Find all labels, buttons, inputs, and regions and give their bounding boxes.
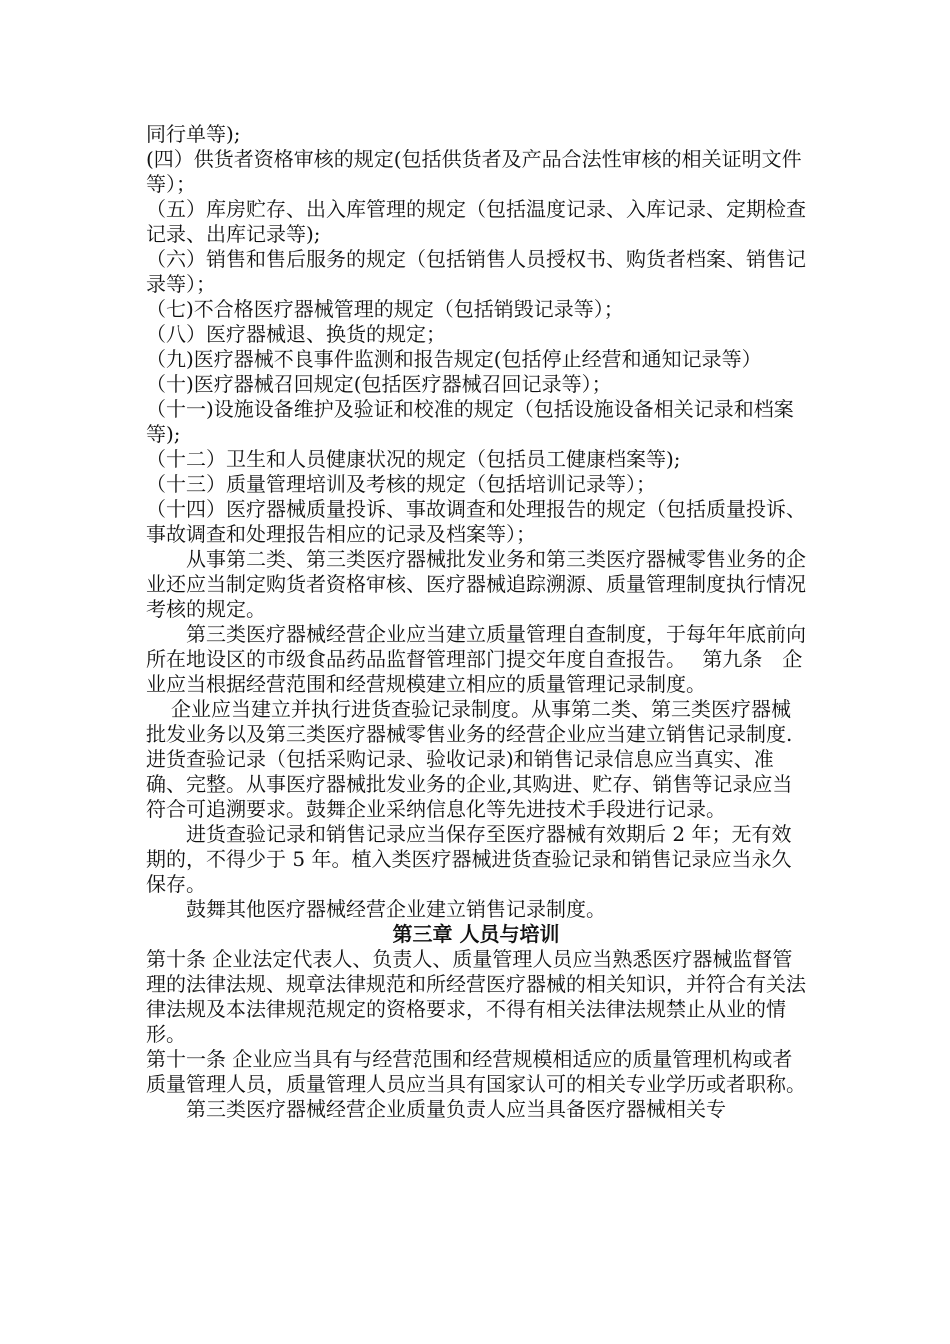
paragraph-14: 第三类医疗器械经营企业应当建立质量管理自查制度，于每年年底前向所在地设区的市级食品药品监督管理部门提交年度自查报告。 第九条 企业应当根据经营范围和经营规模建立相应的质量管理记录制度。 xyxy=(146,622,806,696)
paragraph-6: （八）医疗器械退、换货的规定； xyxy=(146,322,446,346)
paragraph-19: 第十一条 企业应当具有与经营范围和经营规模相适应的质量管理机构或者质量管理人员，质量管理人员应当具有国家认可的相关专业学历或者职称。 xyxy=(146,1047,806,1096)
paragraph-15: 企业应当建立并执行进货查验记录制度。从事第二类、第三类医疗器械批发业务以及第三类医疗器械零售业务的经营企业应当建立销售记录制度.进货查验记录（包括采购记录、验收记录)和销售记录信息应当真实、准确、完整。从事医疗器械批发业务的企业,其购进、贮存、销售等记录应当符合可追溯要求。鼓舞企业采纳信息化等先进技术手段进行记录。 xyxy=(146,697,793,821)
paragraph-20: 第三类医疗器械经营企业质量负责人应当具备医疗器械相关专 xyxy=(186,1097,726,1121)
paragraph-2: (四）供货者资格审核的规定(包括供货者及产品合法性审核的相关证明文件等）； xyxy=(146,147,802,196)
paragraph-11: （十三）质量管理培训及考核的规定（包括培训记录等）； xyxy=(146,472,656,496)
paragraph-12: （十四）医疗器械质量投诉、事故调查和处理报告的规定（包括质量投诉、事故调查和处理报告相应的记录及档案等）； xyxy=(146,497,806,546)
paragraph-17: 鼓舞其他医疗器械经营企业建立销售记录制度。 xyxy=(186,897,606,921)
document-body xyxy=(146,122,806,1122)
paragraph-4: （六）销售和售后服务的规定（包括销售人员授权书、购货者档案、销售记录等）； xyxy=(146,247,806,296)
paragraph-9: （十一)设施设备维护及验证和校准的规定（包括设施设备相关记录和档案等); xyxy=(146,397,794,446)
paragraph-8: （十)医疗器械召回规定(包括医疗器械召回记录等）； xyxy=(146,372,612,396)
paragraph-18: 第十条 企业法定代表人、负责人、质量管理人员应当熟悉医疗器械监督管理的法律法规、规章法律规范和所经营医疗器械的相关知识，并符合有关法律法规及本法律规范规定的资格要求，不得有相关法律法规禁止从业的情形。 xyxy=(146,947,806,1046)
paragraph-5: （七)不合格医疗器械管理的规定（包括销毁记录等）； xyxy=(146,297,624,321)
paragraph-1: 同行单等); xyxy=(146,122,241,146)
chapter-title: 第三章 人员与培训 xyxy=(392,922,560,946)
paragraph-16: 进货查验记录和销售记录应当保存至医疗器械有效期后 2 年；无有效期的，不得少于 5 年。植入类医疗器械进货查验记录和销售记录应当永久保存。 xyxy=(146,822,792,896)
paragraph-7: （九)医疗器械不良事件监测和报告规定(包括停止经营和通知记录等） xyxy=(146,347,762,371)
paragraph-3: （五）库房贮存、出入库管理的规定（包括温度记录、入库记录、定期检查记录、出库记录等); xyxy=(146,197,806,246)
paragraph-10: （十二）卫生和人员健康状况的规定（包括员工健康档案等); xyxy=(146,447,681,471)
paragraph-13: 从事第二类、第三类医疗器械批发业务和第三类医疗器械零售业务的企业还应当制定购货者资格审核、医疗器械追踪溯源、质量管理制度执行情况考核的规定。 xyxy=(146,547,806,621)
